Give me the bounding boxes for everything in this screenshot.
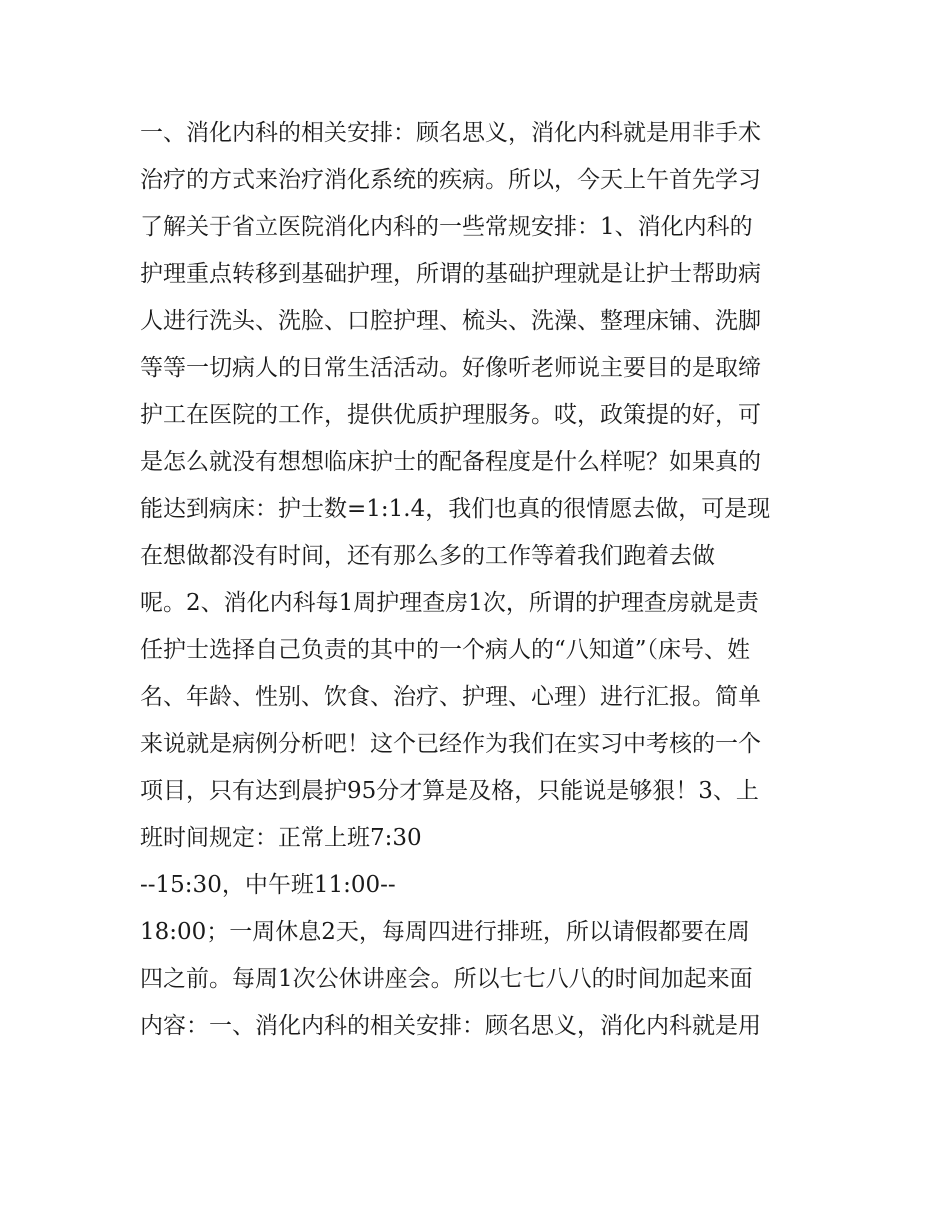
text-line: 护理重点转移到基础护理，所谓的基础护理就是让护士帮助病 (140, 261, 761, 287)
text-line: 治疗的方式来治疗消化系统的疾病。所以，今天上午首先学习 (140, 167, 761, 193)
text-line: 呢。2、消化内科每1周护理查房1次，所谓的护理查房就是责 (140, 590, 759, 616)
text-line: 项目，只有达到晨护95分才算是及格，只能说是够狠！3、上 (140, 778, 759, 804)
text-line: 是怎么就没有想想临床护士的配备程度是什么样呢？如果真的 (140, 449, 761, 475)
text-line: 护工在医院的工作，提供优质护理服务。哎，政策提的好，可 (140, 402, 761, 428)
text-line: 名、年龄、性别、饮食、治疗、护理、心理）进行汇报。简单 (140, 684, 761, 710)
text-line: 人进行洗头、洗脸、口腔护理、梳头、洗澡、整理床铺、洗脚 (140, 308, 761, 334)
text-line: 了解关于省立医院消化内科的一些常规安排：1、消化内科的 (140, 214, 753, 240)
text-line: 等等一切病人的日常生活活动。好像听老师说主要目的是取缔 (140, 355, 761, 381)
text-line: 来说就是病例分析吧！这个已经作为我们在实习中考核的一个 (140, 731, 761, 757)
text-line: --15:30，中午班11:00-- (140, 872, 396, 898)
text-line: 18:00；一周休息2天，每周四进行排班，所以请假都要在周 (140, 919, 750, 945)
text-line: 一、消化内科的相关安排：顾名思义，消化内科就是用非手术 (140, 120, 761, 146)
text-line: 能达到病床：护士数=1:1.4，我们也真的很情愿去做，可是现 (140, 496, 771, 522)
text-line: 四之前。每周1次公休讲座会。所以七七八八的时间加起来面 (140, 966, 753, 992)
text-line: 班时间规定：正常上班7:30 (140, 825, 422, 851)
text-line: 在想做都没有时间，还有那么多的工作等着我们跑着去做 (140, 543, 715, 569)
text-line: 内容：一、消化内科的相关安排：顾名思义，消化内科就是用 (140, 1013, 761, 1039)
document-body-text (140, 110, 830, 1050)
text-line: 任护士选择自己负责的其中的一个病人的“八知道”（床号、姓 (140, 637, 751, 663)
